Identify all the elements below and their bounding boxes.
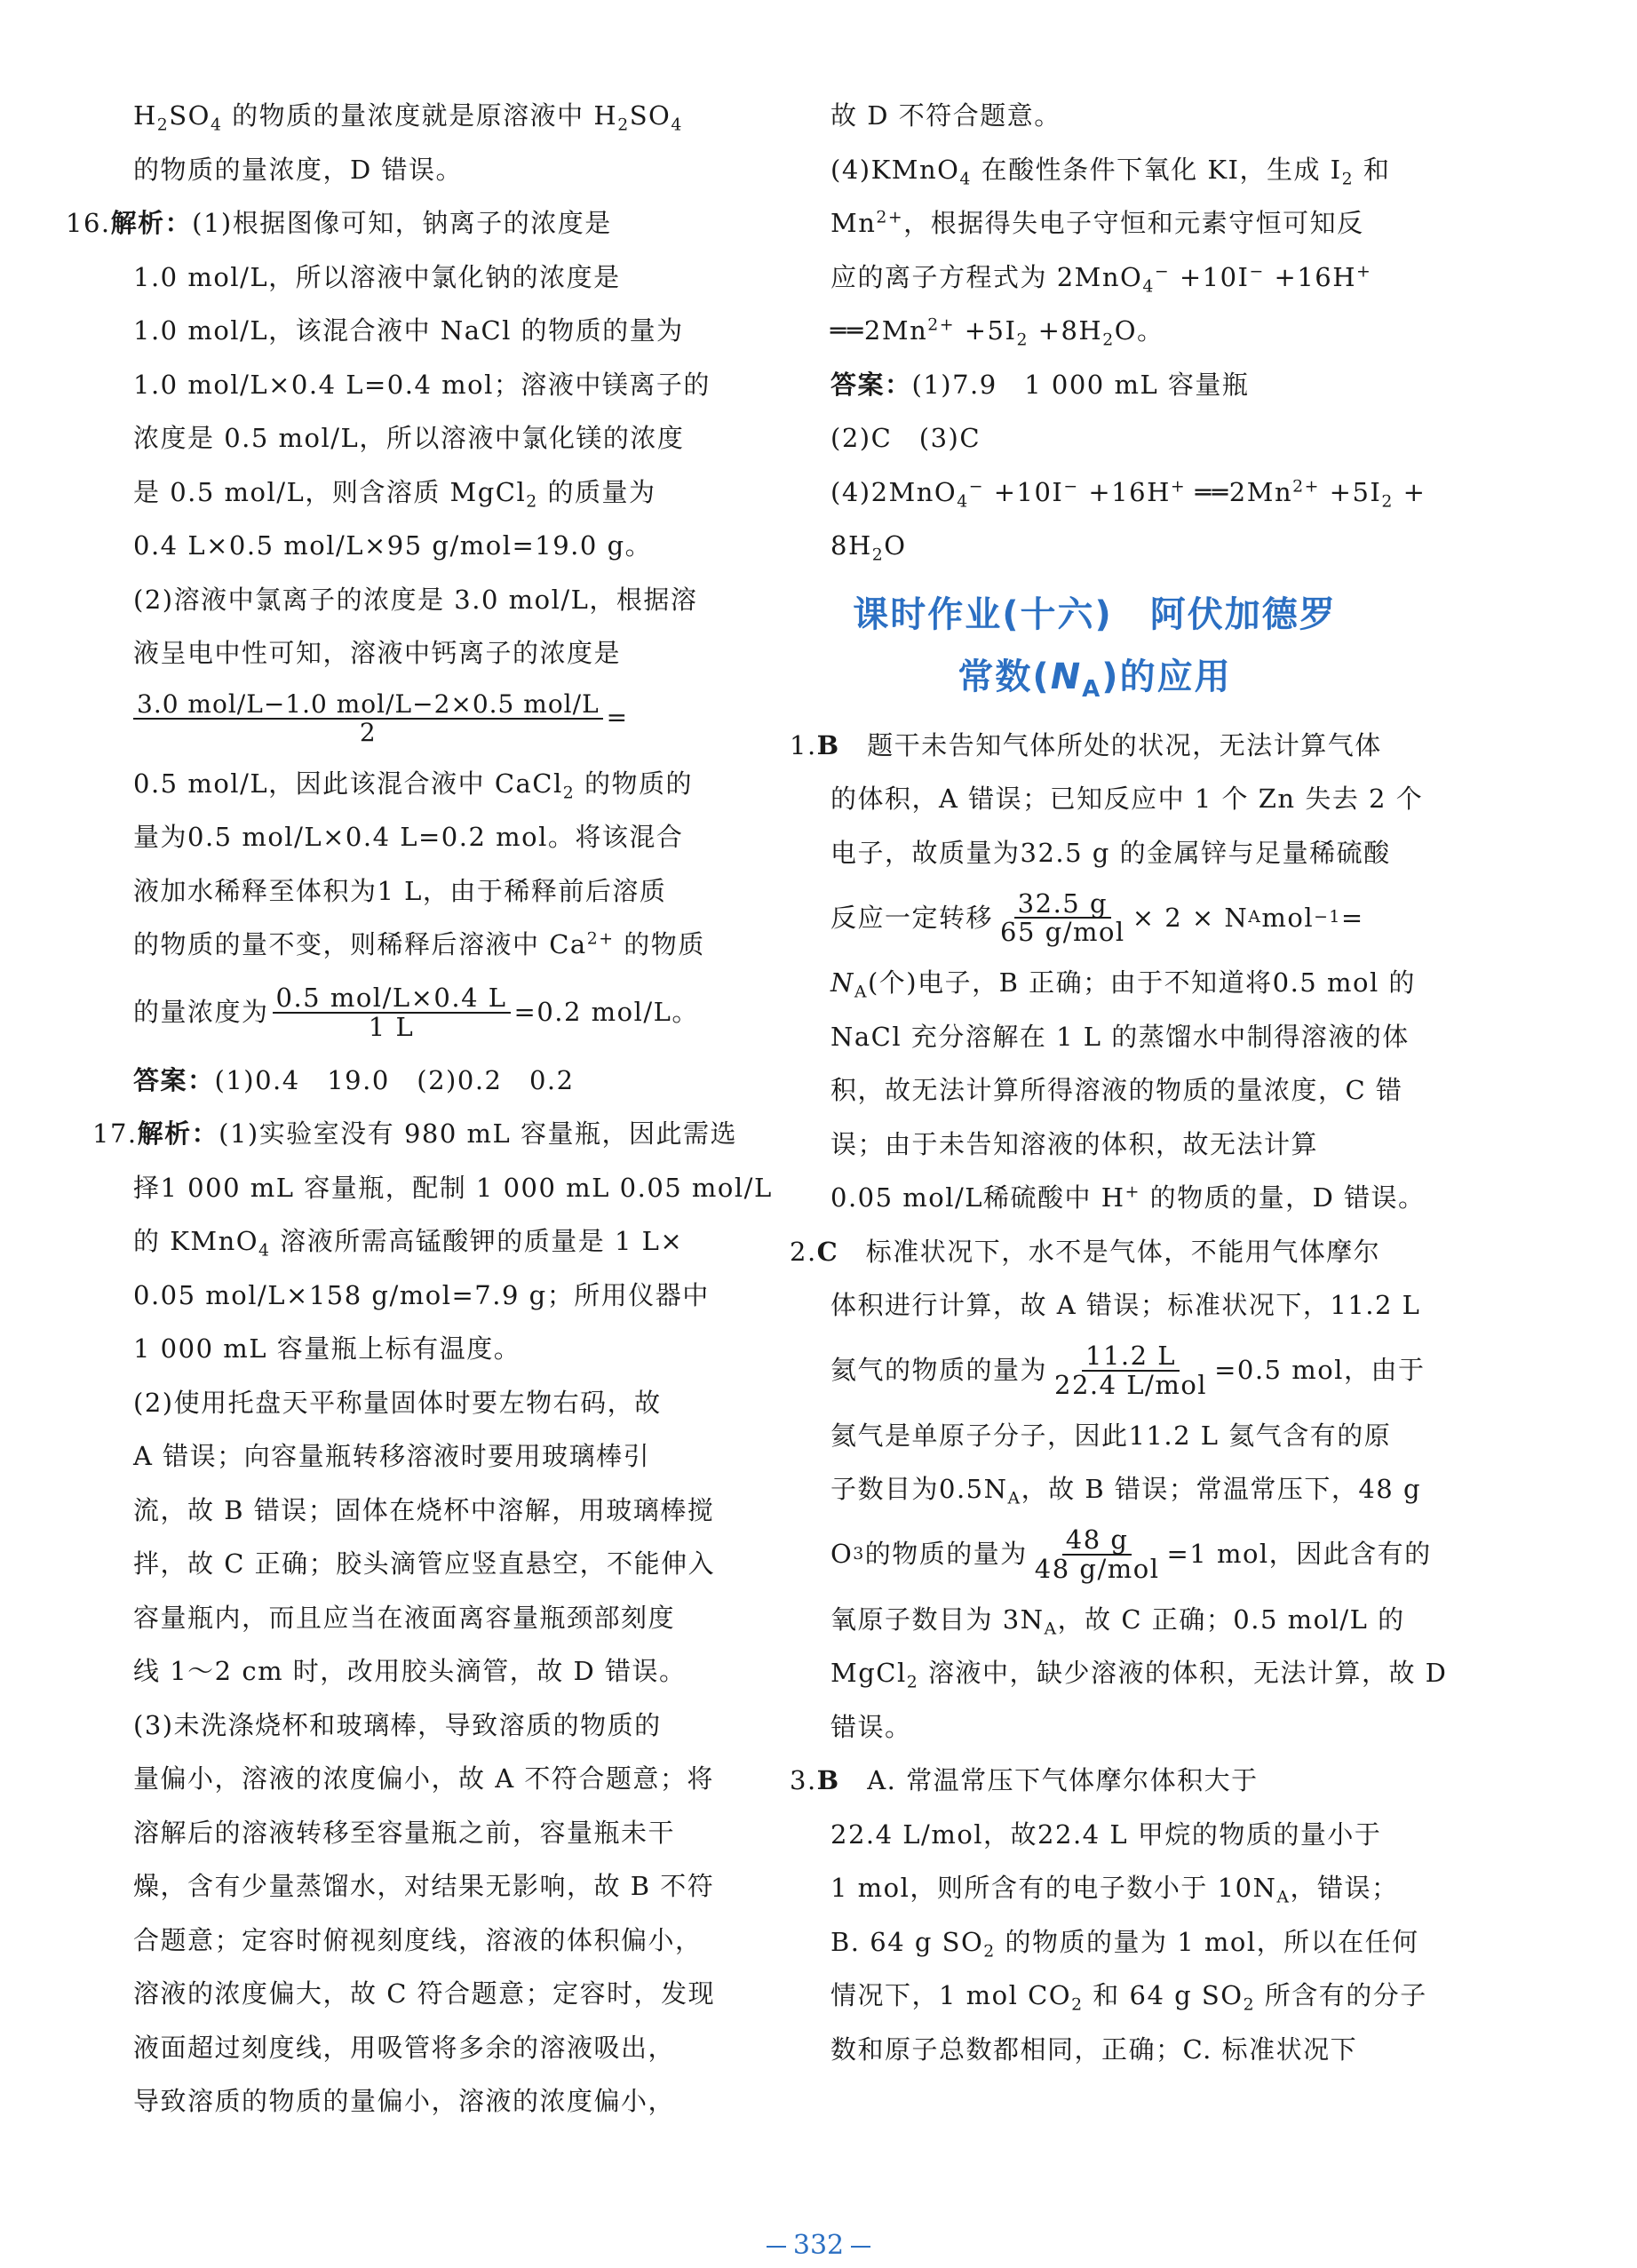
- text-line: 的 KMnO$_4$ 溶液所需高锰酸钾的质量是 1 L×: [133, 1226, 684, 1261]
- text-line: NaCl 充分溶解在 1 L 的蒸馏水中制得溶液的体: [830, 1021, 1410, 1052]
- text-line: 积，故无法计算所得溶液的物质的量浓度，C 错: [830, 1075, 1403, 1105]
- text-line: 电子，故质量为32.5 g 的金属锌与足量稀硫酸: [830, 837, 1391, 868]
- question-2: 2.C 标准状况下，水不是气体，不能用气体摩尔: [790, 1236, 1381, 1267]
- left-column: [66, 89, 773, 2129]
- text-line: 氦气是单原子分子，因此11.2 L 氦气含有的原: [830, 1420, 1392, 1451]
- text-line: $H_2SO_4$ 的物质的量浓度就是原溶液中 $H_2SO_4$: [133, 100, 683, 135]
- text-line: B. 64 g $SO_2$ 的物质的量为 1 mol，所以在任何: [830, 1926, 1419, 1962]
- text-line: 导致溶质的物质的量偏小，溶液的浓度偏小，: [133, 2086, 676, 2116]
- text-line: 溶解后的溶液转移至容量瓶之前，容量瓶未干: [133, 1817, 676, 1848]
- text-line: 拌，故 C 正确；胶头滴管应竖直悬空，不能伸入: [133, 1548, 716, 1579]
- text-line: 择1 000 mL 容量瓶，配制 1 000 mL 0.05 mol/L: [133, 1172, 773, 1203]
- text-line: $N_A$(个)电子，B 正确；由于不知道将0.5 mol 的: [830, 967, 1416, 1002]
- text-line: 错误。: [830, 1711, 912, 1742]
- text-line: (2)溶液中氯离子的浓度是 3.0 mol/L，根据溶: [133, 584, 698, 615]
- text-line: 体积进行计算，故 A 错误；标准状况下，11.2 L: [830, 1290, 1421, 1320]
- fraction-line: O 3 的物质的量为 $\frac{48 g}{\text{48 g/mol}}$ =1 mol，因此含有的: [830, 1524, 1432, 1584]
- text-line: 应的离子方程式为 2MnO$_4$− +10I− +16H+: [830, 261, 1372, 297]
- fraction: $\frac{48 g}{\text{48 g/mol}}$: [1034, 1524, 1160, 1584]
- text-line: (3)未洗涤烧杯和玻璃棒，导致溶质的物质的: [133, 1709, 662, 1740]
- answer-choice: B: [816, 1765, 840, 1795]
- text-line: 1 mol，则所含有的电子数小于 $10N_A$，错误；: [830, 1873, 1399, 1907]
- fraction: $\frac{\text{3.0 mol/L−1.0 mol/L−2×0.5 mol/L}}{2}$: [133, 691, 603, 745]
- question-16: 16.解析：(1)根据图像可知，钠离子的浓度是: [66, 208, 612, 238]
- text-line: (2)使用托盘天平称量固体时要左物右码，故: [133, 1387, 662, 1418]
- answer-choice: B: [816, 729, 840, 760]
- text-line: 0.05 mol/L稀硫酸中 H+ 的物质的量，D 错误。: [830, 1182, 1426, 1213]
- text-line: 液呈电中性可知，溶液中钙离子的浓度是: [133, 638, 622, 668]
- answer-label: 答案：: [133, 1064, 215, 1095]
- fraction: $\frac{\text{0.5 mol/L×0.4 L}}{1 L}$: [273, 984, 511, 1040]
- text-line: 误；由于未告知溶液的体积，故无法计算: [830, 1128, 1319, 1159]
- fraction-line: 的量浓度为 $\frac{\text{0.5 mol/L×0.4 L}}{1 L}$ =0.2 mol/L。: [133, 983, 699, 1042]
- question-1: 1.B 题干未告知气体所处的状况，无法计算气体: [790, 729, 1382, 760]
- fraction-line: 反应一定转移 $\frac{32.5 g}{\text{65 g/mol}}$ × 2 × N A mol −1 =: [830, 887, 1364, 947]
- text-line: (4)KMnO$_4$ 在酸性条件下氧化 KI，生成 $I_2$ 和: [830, 154, 1391, 189]
- text-line: 0.5 mol/L，因此该混合液中 CaCl$_2$ 的物质的: [133, 768, 693, 803]
- text-line: 数和原子总数都相同，正确；C. 标准状况下: [830, 2033, 1358, 2065]
- answer-choice: C: [816, 1236, 839, 1267]
- question-number: 17.: [92, 1118, 138, 1149]
- text-line: $8H_2O$: [830, 530, 907, 565]
- text-line: $Mn^{2+}$，根据得失电子守恒和元素守恒可知反: [830, 208, 1364, 238]
- fraction: $\frac{11.2 L}{\text{22.4 L/mol}}$: [1054, 1341, 1208, 1400]
- text-line: 燥，含有少量蒸馏水，对结果无影响，故 B 不符: [133, 1871, 715, 1901]
- text-line: 流，故 B 错误；固体在烧杯中溶解，用玻璃棒搅: [133, 1494, 715, 1525]
- fraction-line: $\frac{\text{3.0 mol/L−1.0 mol/L−2×0.5 mol/L}}{2}$ =: [107, 680, 684, 757]
- text-line: MgCl$_2$ 溶液中，缺少溶液的体积，无法计算，故 D: [830, 1658, 1448, 1692]
- question-number: 1.: [790, 729, 817, 760]
- text-line: (2)C (3)C: [830, 423, 981, 453]
- text-line: $══2Mn^{2+} +5I_2 +8H_2O$。: [830, 315, 1164, 350]
- text-line: (4)2MnO$_4$− +10I− +16H+ $══2Mn^{2+} +5I_2$ +: [830, 476, 1426, 512]
- text-line: 氧原子数目为 $3N_A$，故 C 正确；0.5 mol/L 的: [830, 1604, 1405, 1639]
- text-line: 是 0.5 mol/L，则含溶质 MgCl$_2$ 的质量为: [133, 476, 656, 512]
- text-line: 的体积，A 错误；已知反应中 1 个 Zn 失去 2 个: [830, 784, 1424, 814]
- page-footer: [0, 2230, 1637, 2261]
- question-3: 3.B A. 常温常压下气体摩尔体积大于: [790, 1765, 1259, 1795]
- text-line: 量为0.5 mol/L×0.4 L=0.2 mol。将该混合: [133, 822, 684, 852]
- fraction-line: 氦气的物质的量为 $\frac{11.2 L}{\text{22.4 L/mol}}$ =0.5 mol，由于: [830, 1341, 1426, 1400]
- text-line: 线 1～2 cm 时，改用胶头滴管，故 D 错误。: [133, 1656, 687, 1686]
- text-line: 子数目为$0.5N_A$，故 B 错误；常温常压下，48 g: [830, 1474, 1422, 1508]
- text-line: 合题意；定容时俯视刻度线，溶液的体积偏小，: [133, 1924, 703, 1955]
- question-number: 16.: [66, 208, 111, 238]
- text-line: 1 000 mL 容量瓶上标有温度。: [133, 1333, 521, 1364]
- text-line: 容量瓶内，而且应当在液面离容量瓶颈部刻度: [133, 1602, 676, 1633]
- text-line: A 错误；向容量瓶转移溶液时要用玻璃棒引: [133, 1441, 651, 1471]
- text-line: 故 D 不符合题意。: [830, 100, 1061, 131]
- text-line: 液面超过刻度线，用吸管将多余的溶液吸出，: [133, 2032, 676, 2063]
- analysis-label: 解析：: [137, 1118, 219, 1149]
- text-line: 溶液的浓度偏大，故 C 符合题意；定容时，发现: [133, 1978, 716, 2009]
- text-line: 1.0 mol/L，所以溶液中氯化钠的浓度是: [133, 261, 621, 292]
- fraction: $\frac{32.5 g}{\text{65 g/mol}}$: [1000, 887, 1125, 947]
- text-line: 1.0 mol/L×0.4 L=0.4 mol；溶液中镁离子的: [133, 369, 711, 400]
- text-line: 0.4 L×0.5 mol/L×95 g/mol=19.0 g。: [133, 530, 653, 561]
- text-line: 情况下，1 mol $CO_2$ 和 64 g $SO_2$ 所含有的分子: [830, 1980, 1427, 2015]
- question-17: 17.解析：(1)实验室没有 980 mL 容量瓶，因此需选: [92, 1118, 737, 1149]
- right-column: [790, 89, 1448, 2076]
- answer-line: 答案：(1)7.9 1 000 mL 容量瓶: [830, 369, 1250, 400]
- page-number: 332: [792, 2230, 845, 2261]
- analysis-label: 解析：: [110, 208, 193, 238]
- text-line: 的物质的量不变，则稀释后溶液中 $Ca^{2+}$ 的物质: [133, 929, 705, 959]
- question-number: 3.: [790, 1765, 817, 1795]
- text-line: 22.4 L/mol，故22.4 L 甲烷的物质的量小于: [830, 1818, 1382, 1850]
- text-line: 0.05 mol/L×158 g/mol=7.9 g；所用仪器中: [133, 1279, 710, 1310]
- section-title: 常数$(N_A)$的应用: [958, 656, 1232, 703]
- answer-label: 答案：: [830, 369, 912, 400]
- text-line: 量偏小，溶液的浓度偏小，故 A 不符合题意；将: [133, 1763, 714, 1794]
- section-title: 课时作业(十六) 阿伏加德罗: [853, 593, 1337, 635]
- text-line: 浓度是 0.5 mol/L，所以溶液中氯化镁的浓度: [133, 423, 685, 453]
- text-line: 液加水稀释至体积为1 L，由于稀释前后溶质: [133, 875, 667, 906]
- text-line: 的物质的量浓度，D 错误。: [133, 154, 463, 185]
- text-line: 1.0 mol/L，该混合液中 NaCl 的物质的量为: [133, 315, 684, 346]
- answer-line: 答案：(1)0.4 19.0 (2)0.2 0.2: [133, 1064, 575, 1095]
- question-number: 2.: [790, 1236, 817, 1267]
